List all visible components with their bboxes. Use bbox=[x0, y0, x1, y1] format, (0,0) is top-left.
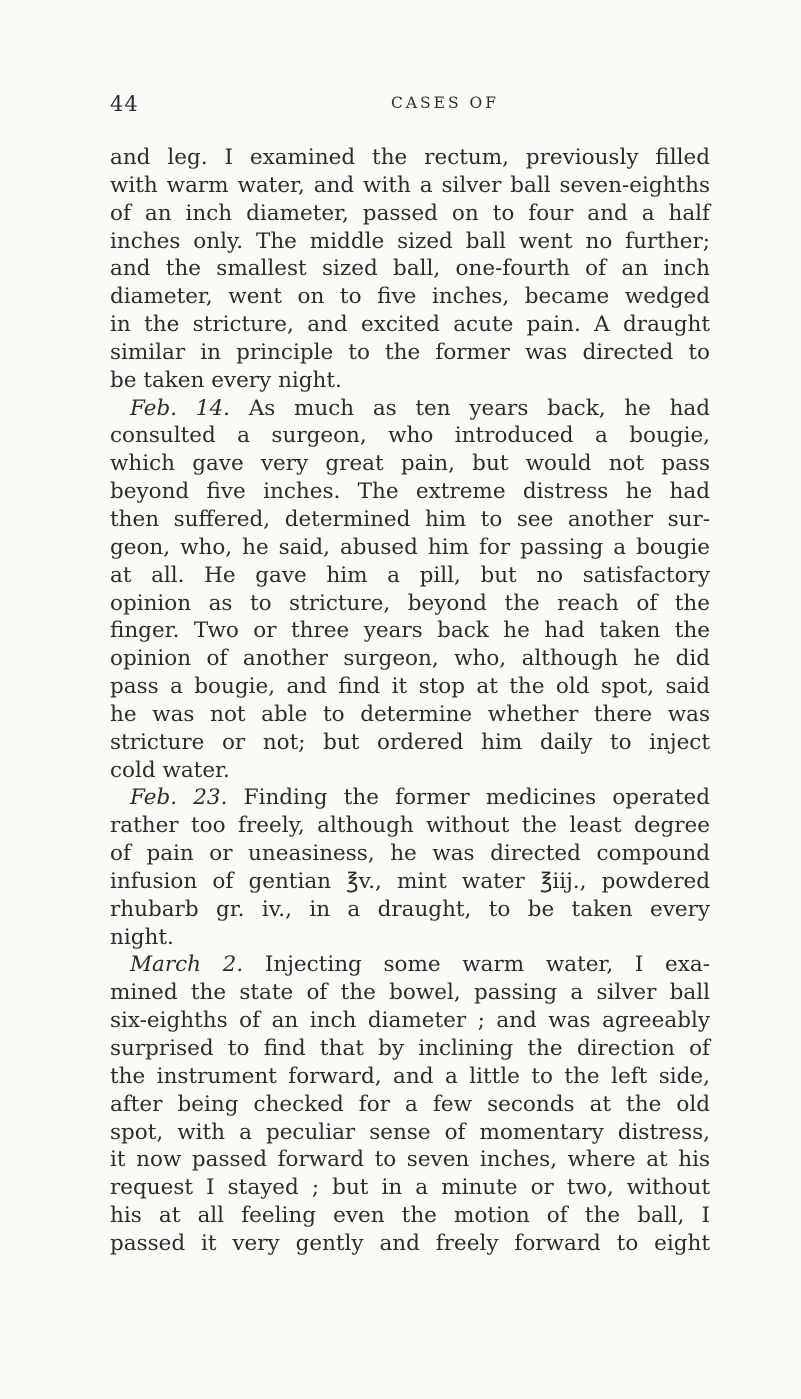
text-line: rhubarb gr. iv., in a draught, to be taken every bbox=[110, 896, 710, 922]
text-line: surprised to find that by inclining the direction of bbox=[110, 1036, 710, 1061]
text-line: after being checked for a few seconds at the old bbox=[110, 1091, 710, 1117]
text-line: of pain or uneasiness, he was directed compound bbox=[110, 841, 710, 867]
text-line-content: As much as ten years back, he had bbox=[248, 395, 710, 421]
text-line: and leg. I examined the rectum, previously filled bbox=[110, 145, 710, 170]
text-line: pass a bougie, and find it stop at the old spot, said bbox=[110, 674, 710, 700]
running-head bbox=[110, 92, 710, 122]
text-line: cold water. bbox=[110, 757, 230, 783]
text-line: spot, with a peculiar sense of momentary distress, bbox=[110, 1119, 710, 1145]
text-line: at all. He gave him a pill, but no satisfactory bbox=[110, 562, 710, 588]
text-line: request I stayed ; but in a minute or two, without bbox=[110, 1175, 710, 1201]
text-line: diameter, went on to five inches, became wedged bbox=[110, 284, 710, 310]
entry-date-feb-23: Feb. 23. bbox=[130, 785, 228, 811]
text-line: opinion of another surgeon, who, although he did bbox=[110, 646, 710, 672]
text-line: be taken every night. bbox=[110, 367, 342, 393]
body-text bbox=[110, 144, 710, 1258]
text-line: his at all feeling even the motion of the ball, I bbox=[110, 1203, 710, 1229]
text-line: beyond five inches. The extreme distress he had bbox=[110, 479, 710, 505]
text-line: of an inch diameter, passed on to four and a half bbox=[110, 200, 710, 226]
text-line bbox=[110, 951, 710, 979]
text-line: it now passed forward to seven inches, where at his bbox=[110, 1147, 710, 1173]
text-line: similar in principle to the former was directed to bbox=[110, 339, 710, 365]
entry-date-feb-14: Feb. 14. bbox=[130, 395, 230, 421]
text-line: rather too freely, although without the least degree bbox=[110, 813, 710, 839]
entry-date-march-2: March 2. bbox=[130, 952, 244, 978]
text-line: the instrument forward, and a little to the left side, bbox=[110, 1063, 710, 1089]
text-line: in the stricture, and excited acute pain. A draught bbox=[110, 312, 710, 338]
text-line: which gave very great pain, but would not pass bbox=[110, 451, 710, 477]
text-line bbox=[110, 784, 710, 812]
text-line-content: Finding the former medicines operated bbox=[243, 785, 711, 811]
text-line: inches only. The middle sized ball went no further; bbox=[110, 228, 710, 254]
text-line: passed it very gently and freely forward to eight bbox=[110, 1230, 710, 1256]
text-line-content: Injecting some warm water, I exa- bbox=[264, 952, 710, 978]
text-line bbox=[110, 395, 710, 423]
text-line: opinion as to stricture, beyond the reach of the bbox=[110, 590, 710, 616]
page-number: 44 bbox=[110, 92, 139, 116]
text-line: then suffered, determined him to see another sur- bbox=[110, 506, 710, 532]
text-line: infusion of gentian ℥v., mint water ℥iij., powdered bbox=[110, 868, 710, 894]
running-title: CASES OF bbox=[391, 94, 499, 112]
text-line: six-eighths of an inch diameter ; and was agreeably bbox=[110, 1008, 710, 1034]
text-line: night. bbox=[110, 924, 174, 950]
text-line: stricture or not; but ordered him daily to inject bbox=[110, 729, 710, 755]
text-line: and the smallest sized ball, one-fourth of an inch bbox=[110, 256, 710, 282]
text-line: geon, who, he said, abused him for passing a bougie bbox=[110, 534, 710, 560]
text-line: he was not able to determine whether there was bbox=[110, 701, 710, 727]
text-line: finger. Two or three years back he had taken the bbox=[110, 618, 710, 644]
text-line: with warm water, and with a silver ball seven-eighths bbox=[110, 172, 710, 198]
text-line: mined the state of the bowel, passing a silver ball bbox=[110, 980, 710, 1006]
text-line: consulted a surgeon, who introduced a bougie, bbox=[110, 423, 710, 449]
